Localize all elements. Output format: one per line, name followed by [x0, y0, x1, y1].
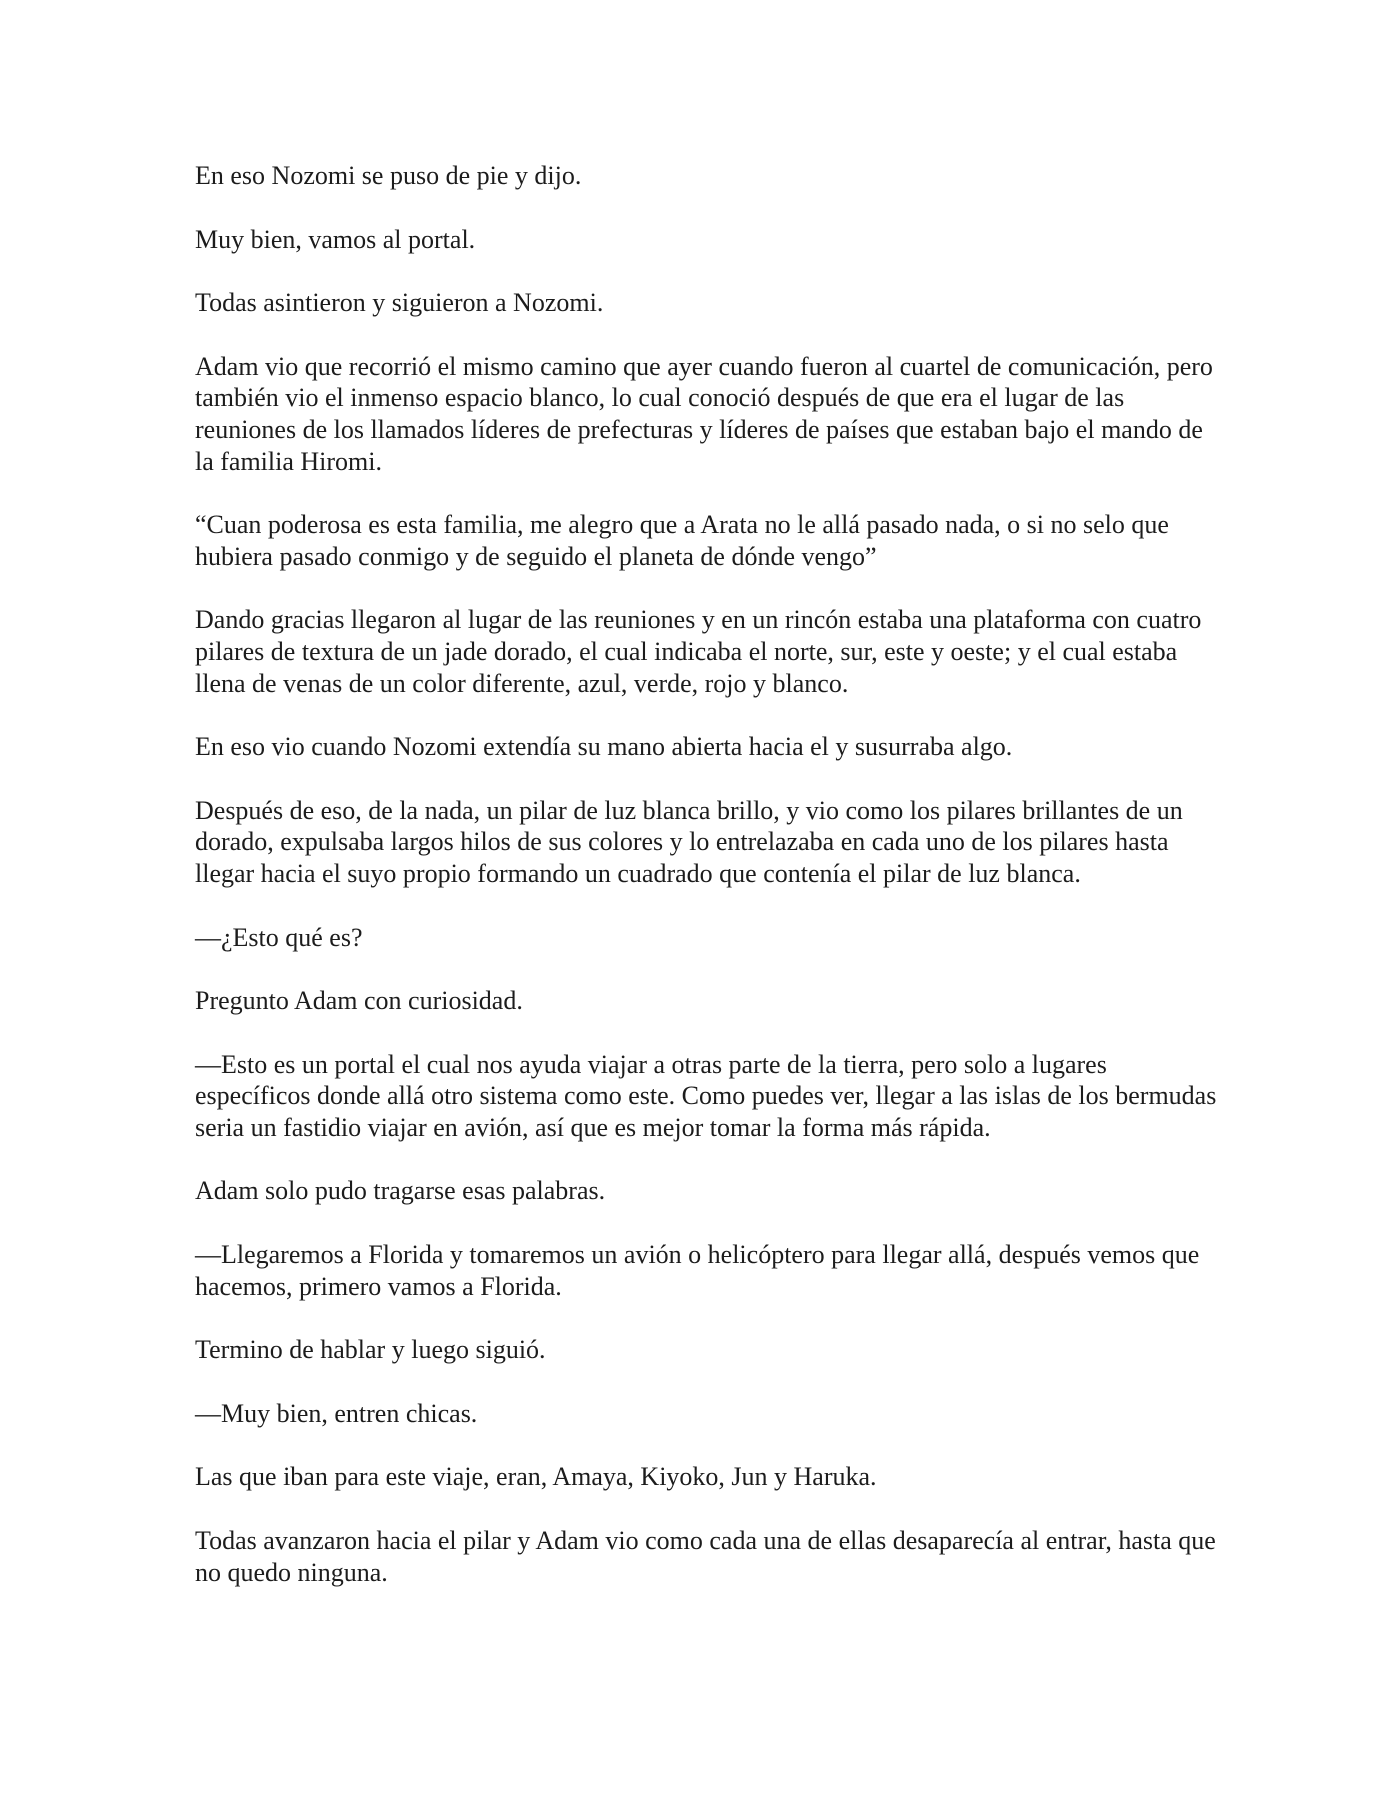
paragraph: Adam vio que recorrió el mismo camino que ayer cuando fueron al cuartel de comunicación, pero también vio el inmenso espacio blanco, lo cual conoció después de que era el lugar de las reuniones de los llamados líderes de prefecturas y líderes de países que estaban bajo el mando de la familia Hiromi.	[195, 351, 1213, 476]
paragraph: —¿Esto qué es?	[195, 922, 363, 952]
paragraph: —Esto es un portal el cual nos ayuda viajar a otras parte de la tierra, pero solo a lugares específicos donde allá otro sistema como este. Como puedes ver, llegar a las islas de los bermudas seria un fastidio viajar en avión, así que es mejor tomar la forma más rápida.	[195, 1049, 1217, 1142]
paragraph: Pregunto Adam con curiosidad.	[195, 986, 523, 1016]
paragraph: Después de eso, de la nada, un pilar de luz blanca brillo, y vio como los pilares brillantes de un dorado, expulsaba largos hilos de sus colores y lo entrelazaba en cada uno de los pilares hasta llegar hacia el suyo propio formando un cuadrado que contenía el pilar de luz blanca.	[195, 795, 1183, 888]
paragraph: En eso vio cuando Nozomi extendía su mano abierta hacia el y susurraba algo.	[195, 732, 1013, 762]
paragraph: Todas asintieron y siguieron a Nozomi.	[195, 288, 604, 318]
paragraph: Adam solo pudo tragarse esas palabras.	[195, 1176, 606, 1206]
paragraph: Las que iban para este viaje, eran, Amaya, Kiyoko, Jun y Haruka.	[195, 1462, 877, 1492]
paragraph: Todas avanzaron hacia el pilar y Adam vio como cada una de ellas desaparecía al entrar, hasta que no quedo ninguna.	[195, 1526, 1216, 1587]
paragraph: Muy bien, vamos al portal.	[195, 224, 476, 254]
paragraph: “Cuan poderosa es esta familia, me alegro que a Arata no le allá pasado nada, o si no selo que hubiera pasado conmigo y de seguido el planeta de dónde vengo”	[195, 510, 1169, 571]
paragraph: —Llegaremos a Florida y tomaremos un avión o helicóptero para llegar allá, después vemos que hacemos, primero vamos a Florida.	[195, 1240, 1200, 1301]
paragraph: Dando gracias llegaron al lugar de las reuniones y en un rincón estaba una plataforma con cuatro pilares de textura de un jade dorado, el cual indicaba el norte, sur, este y oeste; y el cual estaba llena de venas de un color diferente, azul, verde, rojo y blanco.	[195, 605, 1202, 698]
paragraph: —Muy bien, entren chicas.	[195, 1398, 478, 1428]
document-body	[195, 160, 1220, 1620]
paragraph: En eso Nozomi se puso de pie y dijo.	[195, 161, 582, 190]
paragraph: Termino de hablar y luego siguió.	[195, 1335, 546, 1365]
